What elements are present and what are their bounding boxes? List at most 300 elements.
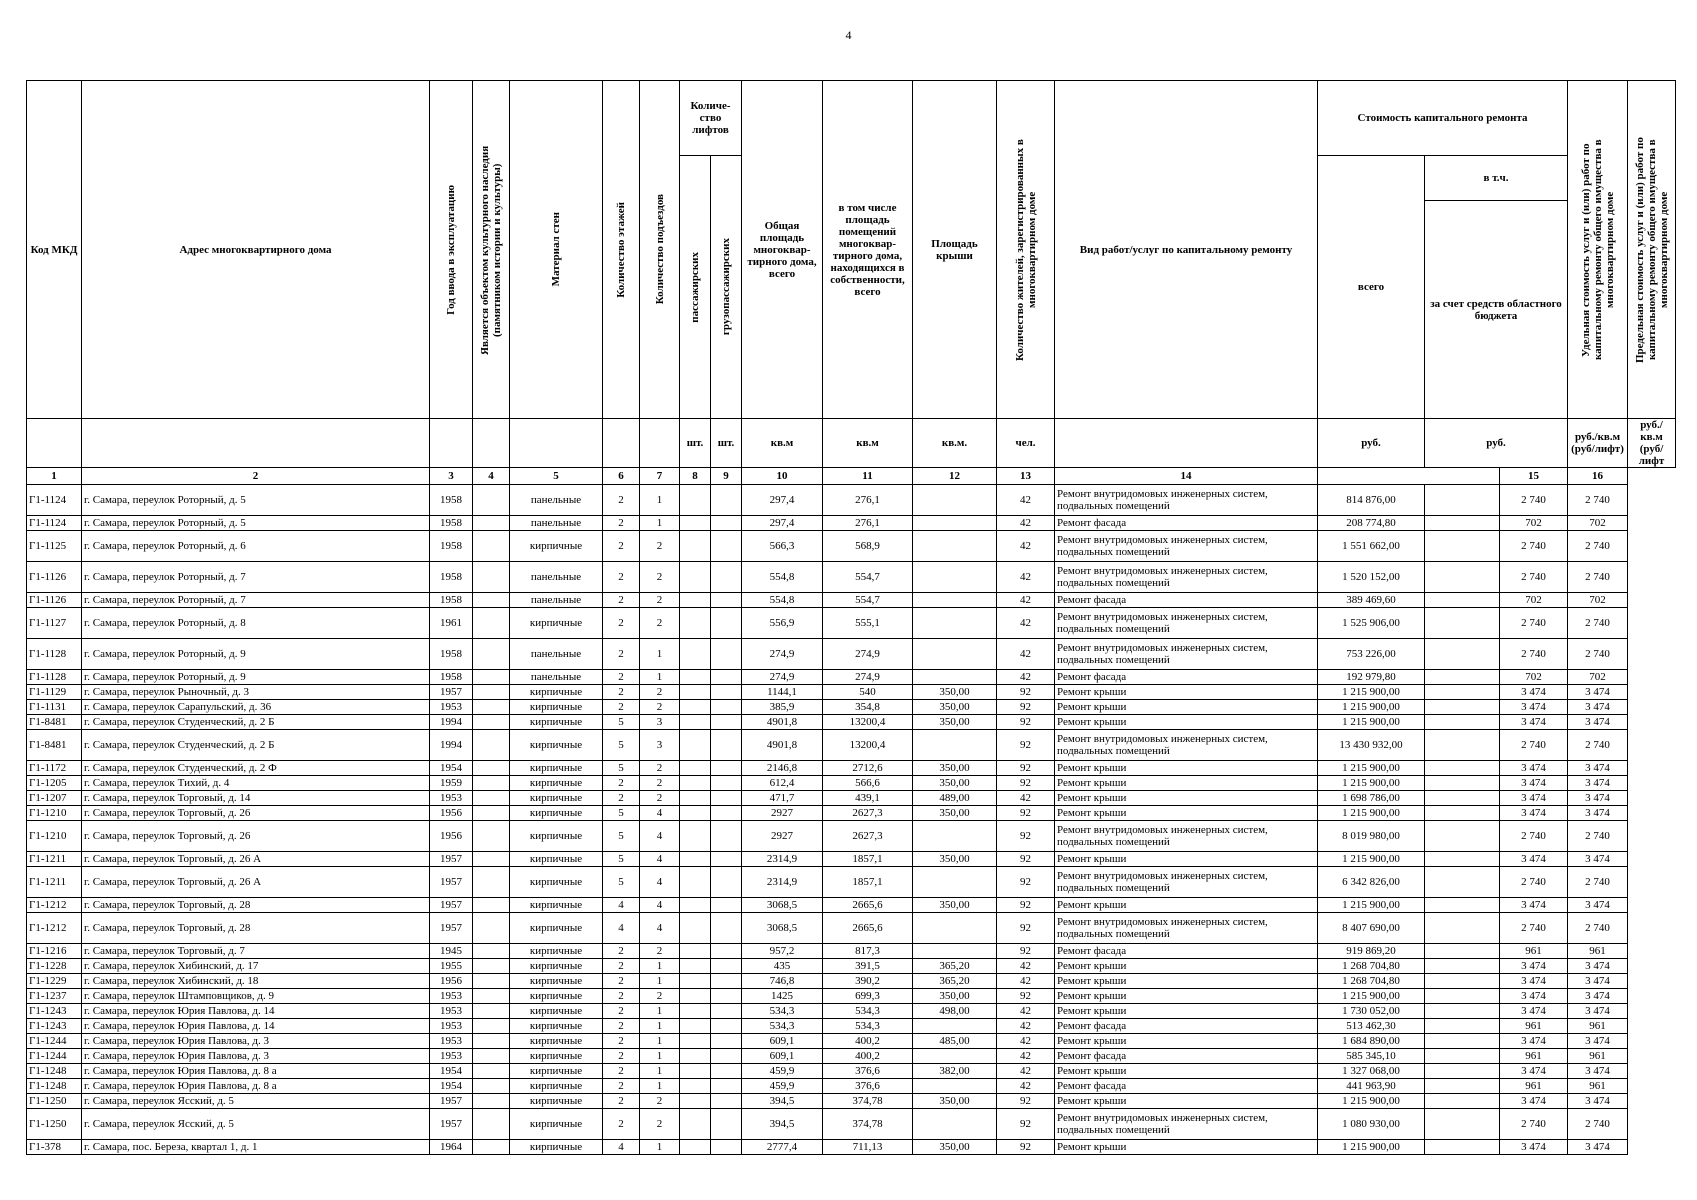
table-cell-total-area: 2927 <box>742 821 823 852</box>
table-cell-total-area: 556,9 <box>742 608 823 639</box>
table-cell-floors: 4 <box>603 898 640 913</box>
table-cell-lifts-passenger <box>680 531 711 562</box>
column-number <box>1318 468 1500 485</box>
table-cell-cost-total: 1 215 900,00 <box>1318 898 1425 913</box>
table-cell-heritage <box>473 670 510 685</box>
table-cell-cost-regional <box>1425 974 1500 989</box>
table-cell-unit-cost: 3 474 <box>1500 852 1568 867</box>
table-cell-lifts-freight <box>711 761 742 776</box>
table-cell-work-type: Ремонт фасада <box>1055 670 1318 685</box>
table-cell-work-type: Ремонт фасада <box>1055 593 1318 608</box>
table-cell-address: г. Самара, переулок Штамповщиков, д. 9 <box>82 989 430 1004</box>
table-cell-heritage <box>473 974 510 989</box>
table-cell-cost-regional <box>1425 1109 1500 1140</box>
table-cell-year: 1956 <box>430 974 473 989</box>
table-cell-unit-cost: 3 474 <box>1500 700 1568 715</box>
table-cell-entrances: 1 <box>640 1079 680 1094</box>
table-row <box>27 806 1676 821</box>
table-cell-roof-area <box>913 639 997 670</box>
table-row <box>27 516 1676 531</box>
table-cell-wall-material: кирпичные <box>510 1049 603 1064</box>
table-cell-heritage <box>473 700 510 715</box>
table-cell-heritage <box>473 531 510 562</box>
table-cell-entrances: 1 <box>640 1034 680 1049</box>
table-cell-lifts-passenger <box>680 776 711 791</box>
table-cell-limit-cost: 2 740 <box>1568 821 1628 852</box>
table-cell-lifts-passenger <box>680 1034 711 1049</box>
table-cell-cost-regional <box>1425 562 1500 593</box>
table-cell-residents: 92 <box>997 730 1055 761</box>
table-cell-total-area: 554,8 <box>742 593 823 608</box>
unit-cell <box>510 419 603 468</box>
table-cell-wall-material: кирпичные <box>510 1064 603 1079</box>
table-cell-wall-material: панельные <box>510 670 603 685</box>
table-cell-year: 1953 <box>430 1049 473 1064</box>
table-cell-entrances: 2 <box>640 1094 680 1109</box>
table-cell-roof-area: 350,00 <box>913 776 997 791</box>
table-cell-entrances: 2 <box>640 608 680 639</box>
table-cell-work-type: Ремонт крыши <box>1055 776 1318 791</box>
table-cell-limit-cost: 961 <box>1568 1019 1628 1034</box>
table-cell-wall-material: панельные <box>510 593 603 608</box>
table-cell-work-type: Ремонт крыши <box>1055 715 1318 730</box>
table-cell-lifts-freight <box>711 1049 742 1064</box>
table-cell-roof-area: 365,20 <box>913 959 997 974</box>
table-cell-code: Г1-1128 <box>27 639 82 670</box>
table-cell-total-area: 297,4 <box>742 485 823 516</box>
table-cell-owned-area: 390,2 <box>823 974 913 989</box>
table-cell-roof-area <box>913 944 997 959</box>
unit-lifts-freight: шт. <box>711 419 742 468</box>
column-number: 12 <box>913 468 997 485</box>
column-number: 15 <box>1500 468 1568 485</box>
header-heritage: Является объектом культурного наследия (памятником истории и культуры) <box>473 81 510 419</box>
table-row <box>27 1109 1676 1140</box>
table-cell-limit-cost: 2 740 <box>1568 913 1628 944</box>
table-cell-lifts-passenger <box>680 806 711 821</box>
table-cell-cost-total: 1 520 152,00 <box>1318 562 1425 593</box>
table-cell-cost-regional <box>1425 1094 1500 1109</box>
table-cell-entrances: 1 <box>640 959 680 974</box>
table-cell-limit-cost: 2 740 <box>1568 1109 1628 1140</box>
header-cost: Стоимость капитального ремонта <box>1318 81 1568 156</box>
table-cell-cost-regional <box>1425 806 1500 821</box>
table-cell-wall-material: кирпичные <box>510 806 603 821</box>
table-cell-wall-material: кирпичные <box>510 852 603 867</box>
table-cell-address: г. Самара, переулок Ясский, д. 5 <box>82 1094 430 1109</box>
table-cell-lifts-freight <box>711 485 742 516</box>
table-cell-lifts-passenger <box>680 1004 711 1019</box>
table-cell-owned-area: 376,6 <box>823 1079 913 1094</box>
table-cell-lifts-freight <box>711 730 742 761</box>
table-cell-residents: 42 <box>997 974 1055 989</box>
table-cell-entrances: 3 <box>640 730 680 761</box>
table-cell-roof-area: 489,00 <box>913 791 997 806</box>
table-cell-limit-cost: 961 <box>1568 944 1628 959</box>
table-cell-cost-total: 814 876,00 <box>1318 485 1425 516</box>
table-cell-lifts-freight <box>711 1019 742 1034</box>
table-cell-year: 1954 <box>430 1064 473 1079</box>
table-cell-residents: 42 <box>997 639 1055 670</box>
unit-residents: чел. <box>997 419 1055 468</box>
table-cell-cost-regional <box>1425 1019 1500 1034</box>
table-cell-limit-cost: 3 474 <box>1568 761 1628 776</box>
table-cell-lifts-freight <box>711 776 742 791</box>
table-cell-floors: 2 <box>603 959 640 974</box>
table-cell-owned-area: 2627,3 <box>823 806 913 821</box>
table-cell-lifts-freight <box>711 1004 742 1019</box>
table-cell-year: 1953 <box>430 791 473 806</box>
table-cell-address: г. Самара, переулок Роторный, д. 6 <box>82 531 430 562</box>
table-cell-floors: 2 <box>603 516 640 531</box>
table-cell-roof-area: 350,00 <box>913 715 997 730</box>
table-cell-code: Г1-1205 <box>27 776 82 791</box>
table-cell-year: 1953 <box>430 1034 473 1049</box>
table-cell-lifts-freight <box>711 1079 742 1094</box>
table-cell-cost-regional <box>1425 593 1500 608</box>
table-cell-floors: 2 <box>603 485 640 516</box>
table-cell-work-type: Ремонт внутридомовых инженерных систем, подвальных помещений <box>1055 913 1318 944</box>
table-cell-residents: 42 <box>997 516 1055 531</box>
table-cell-floors: 2 <box>603 1064 640 1079</box>
table-cell-limit-cost: 3 474 <box>1568 715 1628 730</box>
column-number: 6 <box>603 468 640 485</box>
table-cell-code: Г1-1243 <box>27 1004 82 1019</box>
table-cell-code: Г1-1124 <box>27 516 82 531</box>
table-cell-total-area: 566,3 <box>742 531 823 562</box>
table-cell-roof-area <box>913 1079 997 1094</box>
table-cell-heritage <box>473 806 510 821</box>
table-cell-limit-cost: 3 474 <box>1568 1004 1628 1019</box>
table-row <box>27 821 1676 852</box>
table-cell-year: 1957 <box>430 852 473 867</box>
table-cell-residents: 92 <box>997 715 1055 730</box>
table-cell-total-area: 2927 <box>742 806 823 821</box>
unit-cell <box>430 419 473 468</box>
table-cell-cost-total: 1 215 900,00 <box>1318 715 1425 730</box>
table-cell-residents: 92 <box>997 1140 1055 1155</box>
table-cell-wall-material: кирпичные <box>510 898 603 913</box>
table-cell-total-area: 274,9 <box>742 639 823 670</box>
table-cell-year: 1957 <box>430 1094 473 1109</box>
table-cell-residents: 92 <box>997 867 1055 898</box>
header-owned-area: в том числе площадь помещений многоквар-тирного дома, находящихся в собственности, всего <box>823 81 913 419</box>
table-cell-wall-material: кирпичные <box>510 1094 603 1109</box>
table-cell-entrances: 3 <box>640 715 680 730</box>
table-cell-code: Г1-378 <box>27 1140 82 1155</box>
table-cell-roof-area: 350,00 <box>913 1140 997 1155</box>
table-cell-roof-area: 350,00 <box>913 761 997 776</box>
table-cell-limit-cost: 3 474 <box>1568 852 1628 867</box>
table-cell-entrances: 2 <box>640 593 680 608</box>
table-cell-unit-cost: 702 <box>1500 516 1568 531</box>
table-cell-limit-cost: 2 740 <box>1568 485 1628 516</box>
table-cell-address: г. Самара, переулок Торговый, д. 28 <box>82 913 430 944</box>
header-cost-total: всего <box>1318 156 1425 419</box>
table-cell-address: г. Самара, переулок Юрия Павлова, д. 3 <box>82 1034 430 1049</box>
table-cell-lifts-freight <box>711 1094 742 1109</box>
table-cell-year: 1958 <box>430 516 473 531</box>
table-cell-floors: 2 <box>603 989 640 1004</box>
table-cell-floors: 2 <box>603 1034 640 1049</box>
table-cell-residents: 42 <box>997 1019 1055 1034</box>
header-code: Код МКД <box>27 81 82 419</box>
table-cell-cost-regional <box>1425 715 1500 730</box>
unit-cost-regional: руб. <box>1425 419 1568 468</box>
table-cell-lifts-freight <box>711 685 742 700</box>
table-cell-owned-area: 540 <box>823 685 913 700</box>
table-cell-code: Г1-1216 <box>27 944 82 959</box>
table-cell-heritage <box>473 1004 510 1019</box>
header-address: Адрес многоквартирного дома <box>82 81 430 419</box>
table-cell-heritage <box>473 1034 510 1049</box>
header-wall-material: Материал стен <box>510 81 603 419</box>
table-cell-unit-cost: 3 474 <box>1500 959 1568 974</box>
table-cell-entrances: 2 <box>640 791 680 806</box>
table-cell-cost-regional <box>1425 1049 1500 1064</box>
table-cell-residents: 42 <box>997 485 1055 516</box>
table-cell-cost-regional <box>1425 670 1500 685</box>
table-row <box>27 776 1676 791</box>
table-cell-heritage <box>473 562 510 593</box>
table-row <box>27 1019 1676 1034</box>
table-cell-total-area: 2146,8 <box>742 761 823 776</box>
table-cell-wall-material: кирпичные <box>510 730 603 761</box>
table-cell-code: Г1-1128 <box>27 670 82 685</box>
table-cell-owned-area: 555,1 <box>823 608 913 639</box>
table-cell-work-type: Ремонт внутридомовых инженерных систем, подвальных помещений <box>1055 821 1318 852</box>
table-cell-lifts-passenger <box>680 913 711 944</box>
table-cell-floors: 2 <box>603 639 640 670</box>
table-cell-wall-material: кирпичные <box>510 700 603 715</box>
table-cell-entrances: 2 <box>640 562 680 593</box>
table-cell-address: г. Самара, переулок Торговый, д. 26 <box>82 821 430 852</box>
table-cell-lifts-passenger <box>680 867 711 898</box>
table-cell-roof-area: 485,00 <box>913 1034 997 1049</box>
table-cell-entrances: 2 <box>640 685 680 700</box>
table-cell-code: Г1-1250 <box>27 1109 82 1140</box>
table-cell-cost-total: 1 215 900,00 <box>1318 761 1425 776</box>
table-cell-residents: 92 <box>997 898 1055 913</box>
table-cell-wall-material: панельные <box>510 562 603 593</box>
table-cell-year: 1958 <box>430 531 473 562</box>
table-cell-unit-cost: 2 740 <box>1500 531 1568 562</box>
table-cell-total-area: 435 <box>742 959 823 974</box>
table-cell-limit-cost: 3 474 <box>1568 791 1628 806</box>
table-cell-floors: 2 <box>603 670 640 685</box>
table-cell-cost-total: 208 774,80 <box>1318 516 1425 531</box>
table-cell-roof-area <box>913 867 997 898</box>
table-cell-roof-area <box>913 670 997 685</box>
table-cell-floors: 2 <box>603 791 640 806</box>
table-cell-lifts-passenger <box>680 670 711 685</box>
table-cell-unit-cost: 3 474 <box>1500 791 1568 806</box>
table-row <box>27 867 1676 898</box>
table-cell-lifts-freight <box>711 1109 742 1140</box>
table-cell-residents: 92 <box>997 685 1055 700</box>
table-cell-total-area: 2777,4 <box>742 1140 823 1155</box>
table-cell-unit-cost: 3 474 <box>1500 685 1568 700</box>
table-cell-floors: 4 <box>603 913 640 944</box>
table-cell-address: г. Самара, пос. Береза, квартал 1, д. 1 <box>82 1140 430 1155</box>
table-cell-roof-area <box>913 730 997 761</box>
table-cell-roof-area <box>913 1109 997 1140</box>
table-cell-roof-area <box>913 516 997 531</box>
table-cell-lifts-freight <box>711 913 742 944</box>
table-cell-owned-area: 817,3 <box>823 944 913 959</box>
table-cell-work-type: Ремонт внутридомовых инженерных систем, подвальных помещений <box>1055 730 1318 761</box>
table-cell-cost-total: 513 462,30 <box>1318 1019 1425 1034</box>
table-cell-year: 1958 <box>430 670 473 685</box>
table-cell-limit-cost: 3 474 <box>1568 974 1628 989</box>
table-cell-wall-material: кирпичные <box>510 761 603 776</box>
table-cell-unit-cost: 3 474 <box>1500 1004 1568 1019</box>
table-cell-limit-cost: 2 740 <box>1568 608 1628 639</box>
table-cell-limit-cost: 2 740 <box>1568 531 1628 562</box>
table-cell-code: Г1-1248 <box>27 1079 82 1094</box>
table-cell-lifts-passenger <box>680 715 711 730</box>
table-cell-unit-cost: 3 474 <box>1500 1034 1568 1049</box>
table-cell-total-area: 3068,5 <box>742 913 823 944</box>
table-cell-entrances: 4 <box>640 852 680 867</box>
table-cell-residents: 42 <box>997 1049 1055 1064</box>
table-cell-owned-area: 699,3 <box>823 989 913 1004</box>
table-cell-limit-cost: 3 474 <box>1568 1034 1628 1049</box>
table-cell-work-type: Ремонт фасада <box>1055 516 1318 531</box>
table-cell-residents: 92 <box>997 821 1055 852</box>
table-cell-residents: 42 <box>997 531 1055 562</box>
table-cell-floors: 2 <box>603 944 640 959</box>
table-cell-year: 1953 <box>430 700 473 715</box>
table-cell-code: Г1-1212 <box>27 898 82 913</box>
table-cell-limit-cost: 3 474 <box>1568 700 1628 715</box>
table-cell-cost-regional <box>1425 821 1500 852</box>
header-entrances: Количество подъездов <box>640 81 680 419</box>
table-cell-year: 1957 <box>430 898 473 913</box>
table-cell-heritage <box>473 898 510 913</box>
table-cell-floors: 2 <box>603 685 640 700</box>
table-cell-cost-regional <box>1425 1034 1500 1049</box>
table-row <box>27 715 1676 730</box>
table-cell-year: 1955 <box>430 959 473 974</box>
table-cell-cost-total: 1 525 906,00 <box>1318 608 1425 639</box>
table-cell-unit-cost: 3 474 <box>1500 989 1568 1004</box>
table-cell-lifts-passenger <box>680 685 711 700</box>
table-cell-address: г. Самара, переулок Роторный, д. 9 <box>82 670 430 685</box>
table-cell-residents: 42 <box>997 562 1055 593</box>
table-cell-lifts-passenger <box>680 1079 711 1094</box>
table-cell-entrances: 2 <box>640 531 680 562</box>
table-cell-code: Г1-1211 <box>27 867 82 898</box>
table-cell-address: г. Самара, переулок Роторный, д. 9 <box>82 639 430 670</box>
table-cell-owned-area: 274,9 <box>823 639 913 670</box>
table-cell-owned-area: 374,78 <box>823 1109 913 1140</box>
table-cell-work-type: Ремонт фасада <box>1055 1079 1318 1094</box>
table-cell-limit-cost: 2 740 <box>1568 639 1628 670</box>
table-cell-lifts-passenger <box>680 593 711 608</box>
table-cell-lifts-freight <box>711 898 742 913</box>
table-cell-year: 1957 <box>430 1109 473 1140</box>
table-cell-owned-area: 274,9 <box>823 670 913 685</box>
table-cell-lifts-passenger <box>680 1049 711 1064</box>
table-cell-residents: 42 <box>997 608 1055 639</box>
table-cell-cost-regional <box>1425 913 1500 944</box>
table-cell-wall-material: кирпичные <box>510 1004 603 1019</box>
table-cell-year: 1956 <box>430 821 473 852</box>
table-cell-lifts-freight <box>711 700 742 715</box>
table-cell-lifts-freight <box>711 531 742 562</box>
table-cell-lifts-freight <box>711 715 742 730</box>
column-number: 11 <box>823 468 913 485</box>
column-number: 8 <box>680 468 711 485</box>
table-cell-owned-area: 354,8 <box>823 700 913 715</box>
table-cell-residents: 92 <box>997 852 1055 867</box>
table-cell-total-area: 394,5 <box>742 1094 823 1109</box>
table-cell-work-type: Ремонт внутридомовых инженерных систем, подвальных помещений <box>1055 562 1318 593</box>
table-cell-unit-cost: 2 740 <box>1500 913 1568 944</box>
table-cell-code: Г1-1229 <box>27 974 82 989</box>
table-cell-code: Г1-1129 <box>27 685 82 700</box>
table-cell-lifts-passenger <box>680 516 711 531</box>
table-cell-lifts-freight <box>711 1140 742 1155</box>
table-cell-roof-area <box>913 608 997 639</box>
table-cell-lifts-passenger <box>680 974 711 989</box>
table-cell-owned-area: 2712,6 <box>823 761 913 776</box>
table-cell-lifts-freight <box>711 1064 742 1079</box>
table-cell-wall-material: кирпичные <box>510 867 603 898</box>
table-cell-work-type: Ремонт крыши <box>1055 700 1318 715</box>
table-cell-total-area: 394,5 <box>742 1109 823 1140</box>
unit-roof-area: кв.м. <box>913 419 997 468</box>
table-cell-limit-cost: 2 740 <box>1568 867 1628 898</box>
table-cell-lifts-passenger <box>680 1140 711 1155</box>
table-cell-address: г. Самара, переулок Торговый, д. 28 <box>82 898 430 913</box>
table-cell-work-type: Ремонт фасада <box>1055 1049 1318 1064</box>
table-cell-owned-area: 711,13 <box>823 1140 913 1155</box>
table-cell-total-area: 957,2 <box>742 944 823 959</box>
table-cell-work-type: Ремонт крыши <box>1055 806 1318 821</box>
table-cell-residents: 42 <box>997 959 1055 974</box>
table-cell-code: Г1-8481 <box>27 730 82 761</box>
header-unit-cost: Удельная стоимость услуг и (или) работ по капитальному ремонту общего имущества в многоквартирном доме <box>1568 81 1628 419</box>
table-cell-address: г. Самара, переулок Торговый, д. 26 <box>82 806 430 821</box>
table-cell-limit-cost: 3 474 <box>1568 1140 1628 1155</box>
table-cell-owned-area: 2665,6 <box>823 913 913 944</box>
table-cell-year: 1953 <box>430 989 473 1004</box>
header-lifts: Количе-ство лифтов <box>680 81 742 156</box>
table-cell-unit-cost: 3 474 <box>1500 898 1568 913</box>
table-cell-address: г. Самара, переулок Сарапульский, д. 36 <box>82 700 430 715</box>
column-number: 2 <box>82 468 430 485</box>
table-row <box>27 1034 1676 1049</box>
table-cell-lifts-passenger <box>680 608 711 639</box>
table-cell-limit-cost: 3 474 <box>1568 1094 1628 1109</box>
table-cell-cost-total: 1 215 900,00 <box>1318 852 1425 867</box>
table-cell-wall-material: панельные <box>510 639 603 670</box>
table-cell-lifts-passenger <box>680 989 711 1004</box>
table-cell-address: г. Самара, переулок Студенческий, д. 2 Ф <box>82 761 430 776</box>
unit-cell <box>82 419 430 468</box>
unit-cell <box>27 419 82 468</box>
table-cell-code: Г1-1126 <box>27 562 82 593</box>
table-cell-code: Г1-1248 <box>27 1064 82 1079</box>
table-cell-heritage <box>473 1140 510 1155</box>
header-lifts-freight: грузопассажирских <box>711 156 742 419</box>
table-cell-lifts-passenger <box>680 639 711 670</box>
header-floors: Количество этажей <box>603 81 640 419</box>
table-cell-residents: 92 <box>997 944 1055 959</box>
table-cell-heritage <box>473 593 510 608</box>
